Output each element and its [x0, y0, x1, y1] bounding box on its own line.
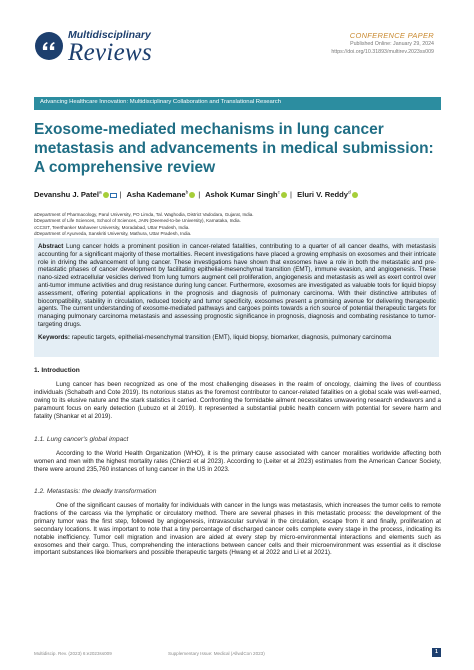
- abstract-label: Abstract: [38, 243, 64, 250]
- affiliation-line: bDepartment of Life Sciences, School of Sciences, JAIN (Deemed-to-be University), Karnataka, India.: [34, 218, 241, 224]
- orcid-icon[interactable]: [281, 192, 287, 198]
- article-meta: [254, 31, 434, 56]
- author-affil-mark: b: [185, 190, 189, 196]
- affiliation-line: cCCSIT, Teerthanker Mahaveer University, Moradabad, Uttar Pradesh, India.: [34, 224, 190, 230]
- published-date: Published Online: January 29, 2024: [350, 41, 434, 47]
- affiliation-line: dDepartment of Ayurveda, Sanskriti University, Mathura, Uttar Pradesh, India.: [34, 231, 192, 237]
- journal-logo: [34, 27, 194, 69]
- author-list: [34, 190, 444, 199]
- section-global-impact: [34, 436, 441, 474]
- paragraph: Lung cancer has been recognized as one of the most challenging diseases in the realm of oncology, claiming the lives of countless individuals (Schabath and Cote 2019). Its notorious status as the foremost contributor to cancer-related fatalities on a global scale was well-earned, owing to its elusive nature and the stark statistics it carried. Confronting the formidable ailment necessitates unwavering research endeavors and a paramount focus on early detection (Lubuzo et al 2019). It represented a substantial public health concern with potential for severe harm and fatality (Shankar et al 2019).: [34, 381, 441, 420]
- footer-issue: Supplementary Issue: Medical (AllwdCon 2023): [168, 651, 265, 656]
- keywords-label: Keywords:: [38, 333, 70, 341]
- author-name[interactable]: Asha Kademane: [126, 190, 186, 199]
- banner-text: Advancing Healthcare Innovation: Multidisciplinary Collaboration and Translational Research: [40, 99, 281, 105]
- author-separator: |: [290, 190, 293, 199]
- paragraph: According to the World Health Organization (WHO), it is the primary cause associated with cancer moralities worldwide affecting both women and men with the highest mortality rates (Chierzi et al 2023). According to (Leiter et al 2023) estimates from the American Cancer Society, there were around 235,760 instances of lung cancer in the US in 2023.: [34, 450, 441, 473]
- abstract: [38, 243, 436, 329]
- affiliation-line: aDepartment of Pharmacology, Parul University, PO Limda, Tal. Waghodia, District Vadodara, Gujarat, India.: [34, 212, 254, 217]
- author-separator: |: [119, 190, 122, 199]
- section-introduction: [34, 367, 441, 421]
- author-affil-mark: a: [99, 190, 102, 196]
- conference-banner: [34, 97, 441, 110]
- subsection-heading: 1.1. Lung cancer's global impact: [34, 436, 129, 443]
- author-name[interactable]: Eluri V. Reddy: [297, 190, 348, 199]
- subsection-heading: 1.2. Metastasis: the deadly transformation: [34, 488, 157, 495]
- article-title: Exosome-mediated mechanisms in lung cancer metastasis and advancements in medical submission: A comprehensive review: [34, 121, 434, 176]
- abstract-box: [34, 238, 439, 357]
- orcid-icon[interactable]: [352, 192, 358, 198]
- abstract-text: Lung cancer holds a prominent position in cancer-related fatalities, contributing to a quarter of all cancer deaths, with metastasis accounting for a significant majority of these mortalities. Recent investigations have placed a growing emphasis on exosomes and their intricate role in driving the advancement of lung cancer. These investigations have shown that exosomes have a role in both the metastatic and pre-metastatic phases of cancer development by facilitating epithelial-mesenchymal transition (EMT), immune evasion, and angiogenesis. These nano-sized extracellular vesicles derived from lung tumors augment cell proliferation, angiogenesis and metastasis as well as exert control over anti-tumor immune activities and drug resistance during lung cancer. Furthermore, exosomes are investigated as valuable tools for liquid biopsy assessment, offering potential applications in the prognosis and diagnosis of pulmonary carcinoma. With their distinctive attributes of biocompatibility, stability in circulation, reduced toxicity and tumor specificity, exosomes present a promising avenue for delivering therapeutic agents. The current understanding of exosome-mediated pathways and cargoes points towards a rich source of potential therapeutic targets for managing pulmonary carcinoma metastasis and assessing prognostic significance in prognosis, diagnosis and combating resistance to tumor-targeting drugs.: [38, 243, 436, 328]
- orcid-icon[interactable]: [103, 192, 109, 198]
- page-footer: [34, 648, 441, 660]
- journal-name-top: Multidisciplinary: [68, 29, 151, 41]
- author-name[interactable]: Ashok Kumar Singh: [205, 190, 278, 199]
- section-metastasis: [34, 488, 441, 557]
- paper-type: CONFERENCE PAPER: [349, 31, 434, 40]
- email-icon[interactable]: [110, 193, 117, 198]
- orcid-icon[interactable]: [189, 192, 195, 198]
- doi-link[interactable]: https://doi.org/10.31893/multirev.2023ss009: [331, 49, 434, 55]
- keywords: [38, 334, 436, 342]
- author-affil-mark: d: [347, 190, 351, 196]
- author-name[interactable]: Devanshu J. Patel: [34, 190, 99, 199]
- quote-logo-icon: [34, 31, 64, 61]
- section-heading: 1. Introduction: [34, 367, 80, 374]
- author-separator: |: [198, 190, 201, 199]
- author-affil-mark: c: [277, 190, 281, 196]
- paragraph: One of the significant causes of mortality for individuals with cancer in the lungs was metastasis, which increases the tumor cells to remote fractions of the carcass via the lymphatic or circulatory method. There are several phases in this metastatic process: the development of the primary tumor was the first step, followed by angiogenesis, intravascular survival in the circulation, escape from it and finally, proliferation at secondary locations. It was important to note that a tiny percentage of discharged cancer cells complete every stage in the process, indicating its notable inefficiency. Tumor cell migration and invasion are aided at every step by micro-environmental interactions and elements such as exosomes and their cargo. Thus, comprehending the interactions between cancer cells and their microenvironment was essential as it disclose important substances like biomarkers and possible therapeutic targets (Hwang et al 2022 and Li et al 2021).: [34, 502, 441, 557]
- keywords-text: rapeutic targets, epithelial-mesenchymal transition (EMT), liquid biopsy, biomarker, diagnosis, pulmonary carcinoma: [71, 333, 392, 341]
- page-number: 1: [432, 648, 441, 657]
- affiliations: [34, 212, 444, 238]
- journal-name-main: Reviews: [68, 39, 153, 66]
- footer-citation: Multidiscip. Rev. (2023) 6:e2023ss009: [34, 651, 112, 656]
